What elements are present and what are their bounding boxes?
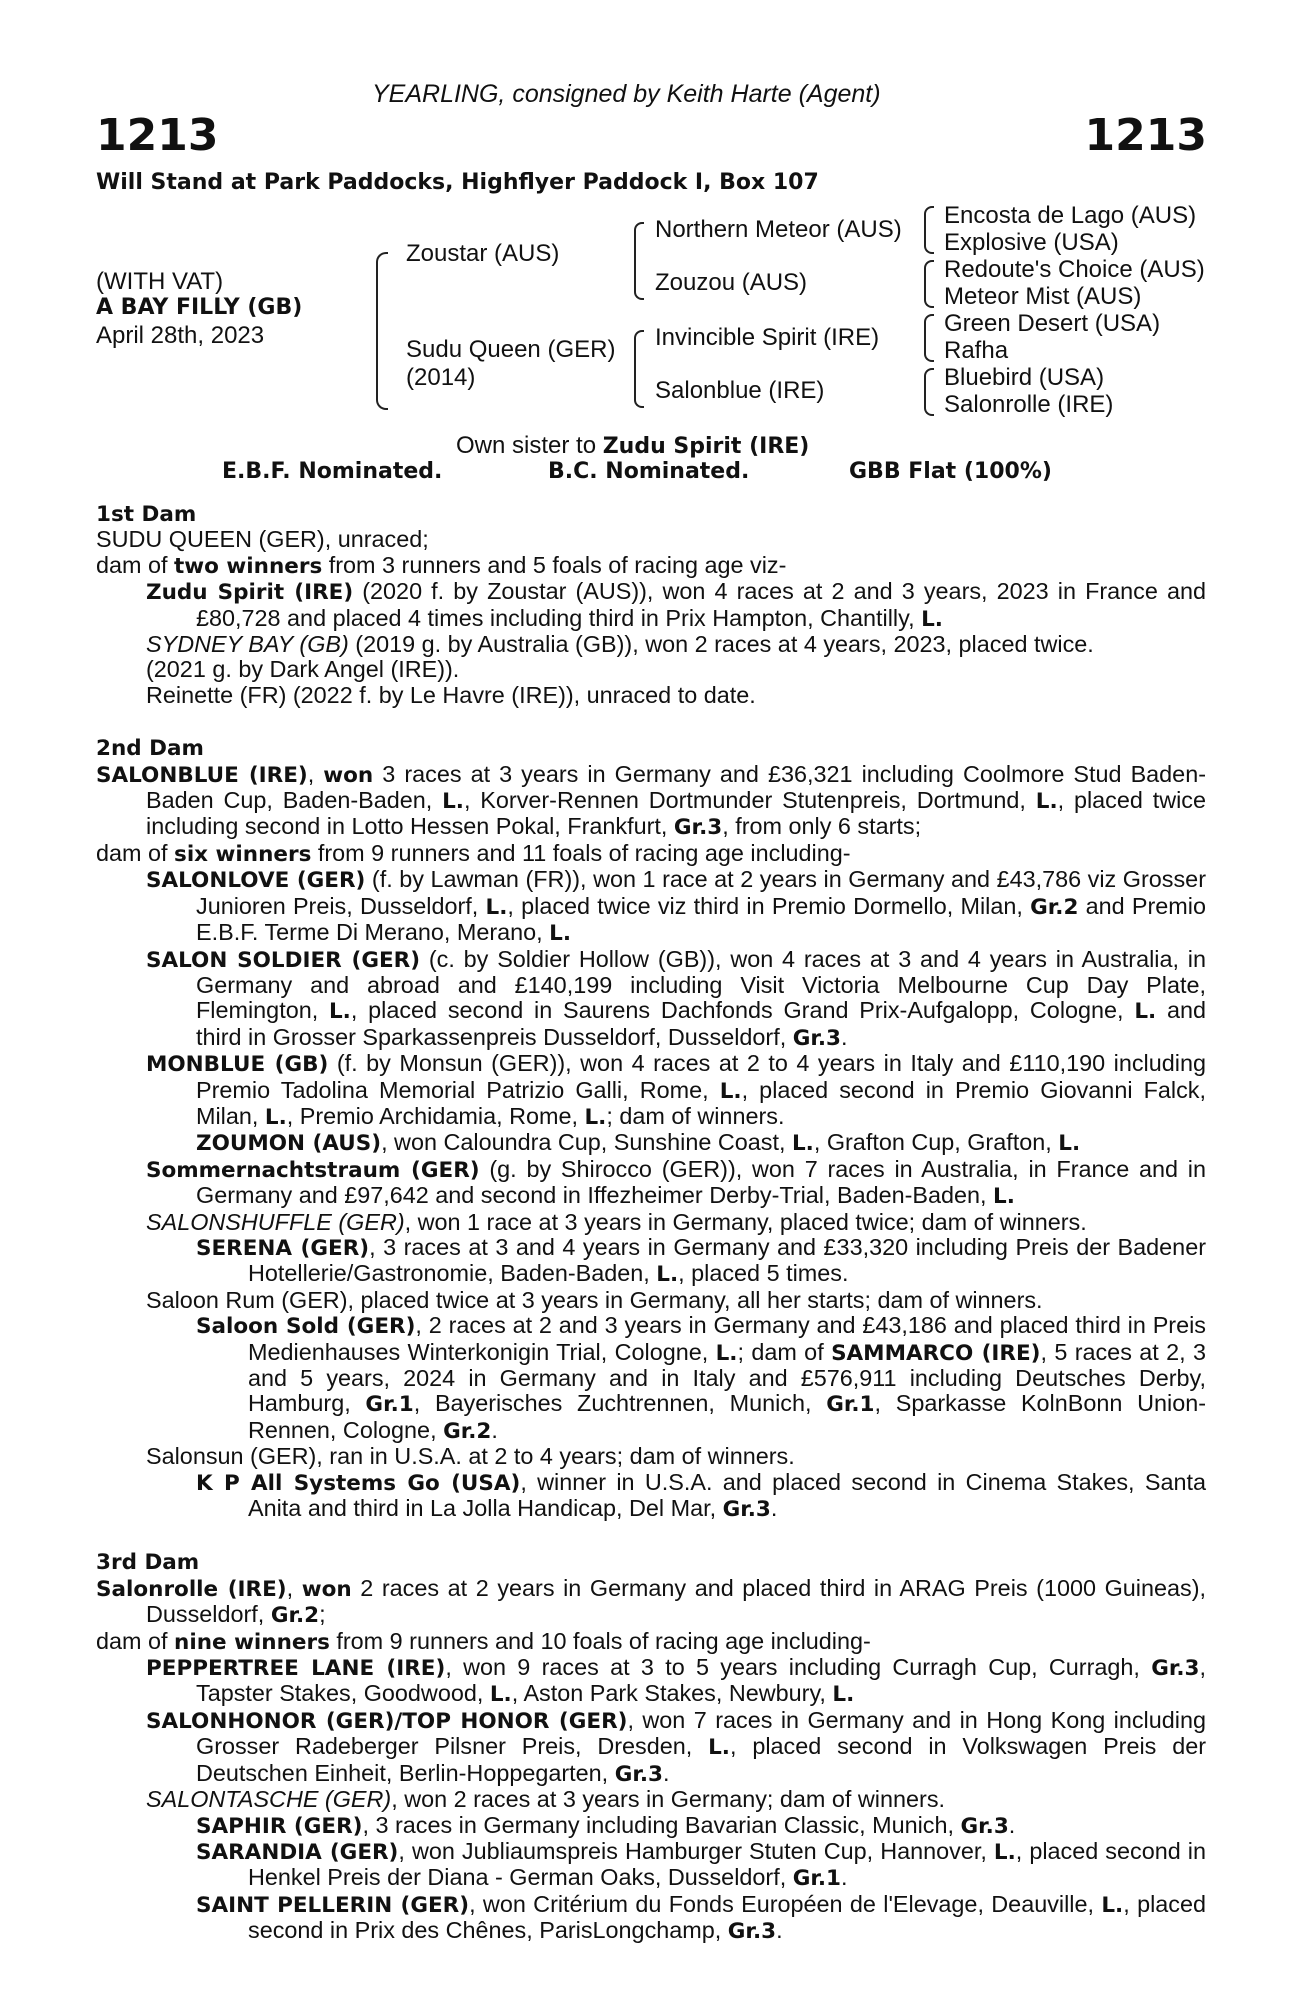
bc-nomination: B.C. Nominated.: [548, 459, 750, 484]
italic-run: SALONSHUFFLE (GER): [146, 1208, 405, 1235]
entry-paragraph: [96, 1470, 1206, 1523]
entry-paragraph: [96, 1655, 1206, 1708]
entry-paragraph: [96, 1629, 1206, 1655]
text-run: , Tapster Stakes, Goodwood,: [196, 1654, 1207, 1707]
entry-paragraph: [96, 553, 1206, 579]
bold-run: L.: [549, 921, 572, 947]
bold-run: Gr.2: [443, 1418, 492, 1444]
bold-run: Gr.1: [365, 1392, 414, 1418]
pedigree-ggs-1: Encosta de Lago (AUS): [944, 202, 1197, 229]
text-run: .: [841, 1864, 848, 1891]
bold-run: L.: [1101, 1892, 1124, 1918]
bold-run: L.: [584, 1104, 607, 1130]
text-run: ,: [307, 760, 324, 787]
text-run: ,: [286, 1574, 302, 1601]
brace-gg1: [924, 206, 934, 254]
entry-paragraph: [96, 579, 1206, 632]
entry-paragraph: [96, 632, 1206, 657]
entry-paragraph: [96, 1210, 1206, 1235]
bold-run: L.: [328, 999, 351, 1025]
text-run: from 3 runners and 5 foals of racing age viz-: [322, 551, 787, 578]
bold-run: Saloon Sold (GER): [196, 1314, 416, 1340]
foaling-date: April 28th, 2023: [96, 322, 265, 349]
entry-paragraph: [96, 1708, 1206, 1787]
bold-run: SALONBLUE (IRE): [96, 762, 308, 788]
text-run: .: [1008, 1811, 1016, 1838]
bold-run: Gr.3: [792, 1025, 842, 1051]
entry-paragraph: [96, 1444, 1206, 1469]
text-run: , Aston Park Stakes, Newbury,: [511, 1680, 833, 1707]
bold-run: L.: [485, 894, 508, 920]
entry-paragraph: [96, 947, 1206, 1052]
text-run: dam of: [96, 551, 175, 578]
bold-run: PEPPERTREE LANE (IRE): [146, 1656, 446, 1682]
brace-dam: [634, 330, 644, 408]
bold-run: Gr.2: [270, 1603, 320, 1629]
text-run: , 3 races in Germany including Bavarian Classic, Munich,: [362, 1811, 961, 1838]
bold-run: MONBLUE (GB): [146, 1052, 329, 1078]
dam-section: [96, 736, 1206, 1522]
text-run: , placed second in Volkswagen Preis der Deutschen Einheit, Berlin-Hoppegarten,: [196, 1733, 1207, 1786]
text-run: , winner in U.S.A. and placed second in Cinema Stakes, Santa Anita and third in La Jolla Handicap, Del Mar,: [248, 1468, 1206, 1522]
bold-run: six winners: [174, 841, 312, 867]
text-run: 2 races at 2 years in Germany and placed third in ARAG Preis (1000 Guineas), Dusseldorf,: [146, 1574, 1206, 1628]
text-run: (f. by Monsun (GER)), won 4 races at 2 to 4 years in Italy and £110,190 including Premio Tadolina Memorial Patrizio Galli, Rome,: [196, 1050, 1206, 1103]
bold-run: Gr.3: [614, 1761, 663, 1787]
sister-prefix: Own sister to: [456, 432, 603, 459]
entry-paragraph: [96, 1892, 1206, 1945]
pedigree-ggs-6: Rafha: [944, 337, 1009, 364]
bold-run: ZOUMON (AUS): [196, 1131, 382, 1157]
text-run: , placed second in Prix des Chênes, ParisLongchamp,: [248, 1890, 1207, 1944]
entry-paragraph: [96, 1839, 1206, 1892]
pedigree-sire-sire: Northern Meteor (AUS): [655, 216, 902, 243]
bold-run: two winners: [174, 553, 323, 579]
bold-run: L.: [791, 1131, 814, 1157]
text-run: .: [770, 1495, 778, 1522]
text-run: ; dam of winners.: [606, 1102, 785, 1129]
entry-paragraph: [96, 683, 1206, 708]
entry-paragraph: [96, 841, 1206, 867]
entry-paragraph: [96, 1235, 1206, 1288]
text-run: , won 9 races at 3 to 5 years including Curragh Cup, Curragh,: [445, 1654, 1152, 1681]
brace-gg4: [924, 368, 934, 416]
bold-run: Gr.3: [1151, 1656, 1200, 1682]
text-run: (2019 g. by Australia (GB)), won 2 races at 4 years, 2023, placed twice.: [348, 631, 1094, 658]
section-title: 1st Dam: [96, 502, 197, 527]
bold-run: K P All Systems Go (USA): [196, 1470, 521, 1496]
section-title: 3rd Dam: [96, 1550, 200, 1576]
bold-run: nine winners: [174, 1629, 330, 1655]
entry-paragraph: [96, 867, 1206, 946]
entry-paragraph: [96, 657, 1206, 682]
bold-run: won: [323, 762, 374, 788]
bold-run: Gr.3: [960, 1813, 1009, 1839]
text-run: 3 races at 3 years in Germany and £36,321 including Coolmore Stud Baden-Baden Cup, Baden-Baden,: [146, 760, 1206, 814]
text-run: , Premio Archidamia, Rome,: [286, 1102, 585, 1129]
stand-location: Will Stand at Park Paddocks, Highflyer Paddock I, Box 107: [96, 170, 819, 195]
pedigree-ggs-8: Salonrolle (IRE): [944, 391, 1114, 418]
pedigree-ggs-4: Meteor Mist (AUS): [944, 283, 1142, 310]
bold-run: Zudu Spirit (IRE): [146, 580, 354, 606]
ebf-nomination: E.B.F. Nominated.: [222, 459, 443, 484]
pedigree-dam: Sudu Queen (GER): [406, 336, 616, 363]
text-run: , won 7 races in Germany and in Hong Kong including Grosser Radeberger Pilsner Preis, Dresden,: [196, 1706, 1206, 1760]
pedigree-ggs-3: Redoute's Choice (AUS): [944, 256, 1205, 283]
text-run: , placed twice including second in Lotto Hessen Pokal, Frankfurt,: [146, 787, 1206, 840]
text-run: Reinette (FR) (2022 f. by Le Havre (IRE)), unraced to date.: [146, 681, 756, 708]
text-run: , from only 6 starts;: [722, 813, 922, 840]
text-run: , placed 5 times.: [678, 1260, 849, 1287]
catalogue-body: [96, 502, 1206, 1945]
bold-run: Gr.3: [673, 815, 723, 841]
pedigree-sire: Zoustar (AUS): [406, 240, 560, 267]
sister-note: [456, 432, 809, 460]
entry-paragraph: [96, 762, 1206, 841]
text-run: , Sparkasse KolnBonn Union-Rennen, Cologne,: [248, 1390, 1206, 1443]
text-run: , won Jubliaumspreis Hamburger Stuten Cup, Hannover,: [398, 1837, 994, 1864]
entry-paragraph: [96, 1051, 1206, 1130]
brace-gg2: [924, 260, 934, 308]
text-run: from 9 runners and 11 foals of racing age including-: [311, 839, 851, 866]
bold-run: Gr.2: [1030, 894, 1079, 920]
text-run: (f. by Lawman (FR)), won 1 race at 2 years in Germany and £43,786 viz Grosser Junioren Preis, Dusseldorf,: [196, 866, 1206, 919]
entry-paragraph: [96, 527, 1206, 552]
text-run: (2021 g. by Dark Angel (IRE)).: [146, 656, 460, 683]
text-run: , placed second in Henkel Preis der Diana - German Oaks, Dusseldorf,: [248, 1837, 1207, 1891]
text-run: dam of: [96, 839, 175, 866]
bold-run: L.: [719, 1078, 742, 1104]
text-run: SUDU QUEEN (GER), unraced;: [96, 526, 429, 553]
sale-subtitle: YEARLING, consigned by Keith Harte (Agent): [372, 80, 881, 108]
gbb-flat: GBB Flat (100%): [849, 459, 1052, 484]
text-run: , 5 races at 2, 3 and 5 years, 2024 in Germany and in Italy and £576,911 including Deutsches Derby, Hamburg,: [248, 1338, 1206, 1417]
text-run: (2020 f. by Zoustar (AUS)), won 4 races at 2 and 3 years, 2023 in France and £80,728 and placed 4 times including third in Prix Hampton, Chantilly,: [196, 578, 1206, 631]
text-run: .: [841, 1023, 848, 1050]
entry-paragraph: [96, 1576, 1206, 1629]
bold-run: L.: [264, 1104, 287, 1130]
bold-run: L.: [832, 1682, 855, 1708]
text-run: (c. by Soldier Hollow (GB)), won 4 races at 3 and 4 years in Australia, in Germany and abroad and £140,199 including Visit Victoria Melbourne Cup Day Plate, Flemington,: [196, 945, 1207, 1024]
text-run: , won 1 race at 3 years in Germany, placed twice; dam of winners.: [404, 1208, 1087, 1235]
bold-run: Gr.1: [792, 1866, 842, 1892]
vat-note: (WITH VAT): [96, 268, 224, 295]
bold-run: L.: [1035, 789, 1058, 815]
text-run: , Grafton Cup, Grafton,: [813, 1129, 1059, 1156]
lot-number-right: 1213: [1084, 110, 1207, 161]
pedigree-ggs-7: Bluebird (USA): [944, 364, 1105, 391]
bold-run: SAINT PELLERIN (GER): [196, 1892, 470, 1918]
bold-run: SALONHONOR (GER)/TOP HONOR (GER): [146, 1708, 628, 1734]
text-run: , placed second in Premio Giovanni Falck, Milan,: [196, 1076, 1206, 1129]
text-run: .: [663, 1759, 670, 1786]
entry-paragraph: [96, 1813, 1206, 1839]
entry-paragraph: [96, 1288, 1206, 1313]
pedigree-dam-sire: Invincible Spirit (IRE): [655, 324, 880, 351]
italic-run: SALONTASCHE (GER): [146, 1786, 392, 1813]
text-run: , 2 races at 2 and 3 years in Germany and £43,186 and placed third in Preis Medienhauses Winterkonigin Trial, Cologne,: [248, 1312, 1206, 1365]
bold-run: L.: [1134, 999, 1157, 1025]
text-run: , Bayerisches Zuchtrennen, Munich,: [413, 1390, 827, 1417]
text-run: (g. by Shirocco (GER)), won 7 races in Australia, in France and in Germany and £97,642 and second in Iffezheimer Derby-Trial, Baden-Baden,: [196, 1155, 1207, 1209]
bold-run: Salonrolle (IRE): [96, 1576, 287, 1602]
bold-run: SAPHIR (GER): [196, 1813, 363, 1839]
text-run: Salonsun (GER), ran in U.S.A. at 2 to 4 years; dam of winners.: [146, 1443, 795, 1470]
text-run: , Korver-Rennen Dortmunder Stutenpreis, Dortmund,: [463, 787, 1036, 814]
bold-run: L.: [489, 1682, 512, 1708]
text-run: , won Critérium du Fonds Européen de l'Elevage, Deauville,: [469, 1890, 1102, 1917]
text-run: , 3 races at 3 and 4 years in Germany and £33,320 including Preis der Badener Hotellerie/Gastronomie, Baden-Baden,: [248, 1233, 1206, 1287]
bold-run: Gr.3: [722, 1497, 771, 1523]
bold-run: SALON SOLDIER (GER): [146, 947, 421, 973]
bold-run: L.: [993, 1839, 1016, 1865]
text-run: and third in Grosser Sparkassenpreis Dusseldorf, Dusseldorf,: [196, 997, 1206, 1050]
italic-run: SYDNEY BAY (GB): [146, 631, 349, 658]
brace-gg3: [924, 314, 934, 362]
dam-section: [96, 1550, 1206, 1944]
pedigree-sire-dam: Zouzou (AUS): [655, 269, 808, 296]
bold-run: Sommernachtstraum (GER): [146, 1157, 480, 1183]
bold-run: L.: [993, 1184, 1015, 1210]
lot-number-left: 1213: [96, 110, 219, 161]
text-run: from 9 runners and 10 foals of racing age including-: [329, 1627, 871, 1654]
brace-main: [376, 252, 388, 410]
bold-run: L.: [715, 1340, 738, 1366]
bold-run: L.: [656, 1262, 679, 1288]
text-run: , placed twice viz third in Premio Dormello, Milan,: [507, 892, 1031, 919]
pedigree-dam-year: (2014): [406, 364, 476, 391]
text-run: .: [776, 1917, 783, 1944]
horse-name: A BAY FILLY (GB): [96, 295, 303, 320]
text-run: and Premio E.B.F. Terme Di Merano, Merano,: [196, 892, 1206, 946]
pedigree-ggs-2: Explosive (USA): [944, 229, 1119, 256]
text-run: ; dam of: [737, 1338, 832, 1365]
brace-sire: [634, 222, 644, 300]
dam-section: [96, 502, 1206, 708]
bold-run: Gr.1: [826, 1392, 875, 1418]
bold-run: SAMMARCO (IRE): [831, 1340, 1041, 1366]
bold-run: L.: [921, 606, 943, 632]
text-run: ;: [319, 1601, 326, 1628]
bold-run: won: [301, 1576, 352, 1602]
text-run: , placed second in Saurens Dachfonds Grand Prix-Aufgalopp, Cologne,: [350, 997, 1135, 1024]
bold-run: SALONLOVE (GER): [146, 868, 366, 894]
text-run: .: [491, 1416, 498, 1443]
sister-name: Zudu Spirit (IRE): [602, 434, 810, 459]
text-run: , won Caloundra Cup, Sunshine Coast,: [381, 1129, 792, 1156]
bold-run: L.: [442, 789, 464, 815]
bold-run: L.: [1058, 1131, 1081, 1157]
bold-run: SARANDIA (GER): [196, 1839, 399, 1865]
bold-run: Gr.3: [727, 1919, 777, 1945]
text-run: , won 2 races at 3 years in Germany; dam of winners.: [391, 1786, 946, 1813]
bold-run: SERENA (GER): [196, 1235, 370, 1261]
text-run: Saloon Rum (GER), placed twice at 3 years in Germany, all her starts; dam of winners.: [146, 1286, 1043, 1313]
pedigree-ggs-5: Green Desert (USA): [944, 310, 1161, 337]
entry-paragraph: [96, 1787, 1206, 1812]
pedigree-dam-dam: Salonblue (IRE): [655, 377, 825, 404]
entry-paragraph: [96, 1313, 1206, 1444]
entry-paragraph: [96, 1130, 1206, 1156]
section-title: 2nd Dam: [96, 736, 204, 762]
text-run: dam of: [96, 1627, 175, 1654]
entry-paragraph: [96, 1157, 1206, 1210]
bold-run: L.: [708, 1735, 730, 1761]
